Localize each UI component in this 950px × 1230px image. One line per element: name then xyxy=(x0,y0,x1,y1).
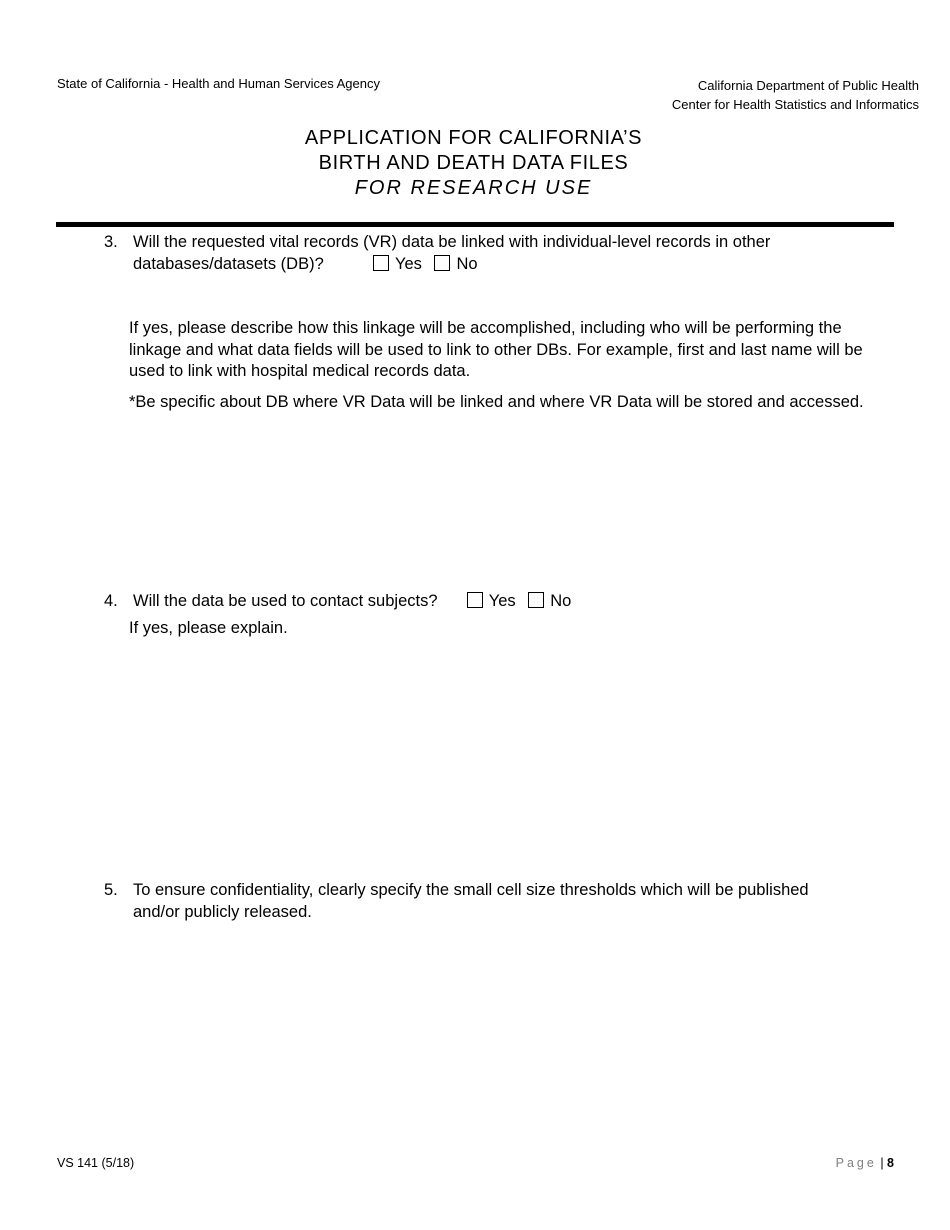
question-3 xyxy=(104,232,884,275)
form-id: VS 141 (5/18) xyxy=(57,1156,135,1170)
question-text-line-1: Will the requested vital records (VR) data be linked with individual-level records in other xyxy=(133,233,771,251)
agency-name: State of California - Health and Human Services Agency xyxy=(57,76,381,91)
question-text: Will the data be used to contact subjects? xyxy=(133,592,438,610)
page-number: 8 xyxy=(887,1156,894,1170)
q4-yes-label: Yes xyxy=(488,592,516,610)
q3-yes-label: Yes xyxy=(394,254,422,273)
question-4 xyxy=(104,591,884,613)
header-divider xyxy=(56,222,894,227)
page-word: Page xyxy=(835,1156,877,1170)
question-text-line-2-row xyxy=(133,254,884,276)
q4-yes-checkbox[interactable] xyxy=(467,592,483,608)
q3-explain-paragraph-2: *Be specific about DB where VR Data will be linked and where VR Data will be stored and accessed. xyxy=(129,393,864,411)
question-number: 4. xyxy=(104,592,118,610)
title-line-2: BIRTH AND DEATH DATA FILES xyxy=(318,152,629,174)
department-block xyxy=(672,76,919,114)
question-text: To ensure confidentiality, clearly specify the small cell size thresholds which will be published and/or publicly released. xyxy=(133,881,809,921)
q3-no-checkbox[interactable] xyxy=(434,255,450,271)
title-line-1: APPLICATION FOR CALIFORNIA’S xyxy=(304,127,643,149)
question-number: 5. xyxy=(104,881,118,899)
department-name: California Department of Public Health xyxy=(697,78,919,93)
q3-no-label: No xyxy=(456,254,478,273)
question-5 xyxy=(104,880,884,923)
q4-no-checkbox[interactable] xyxy=(528,592,544,608)
q4-no-label: No xyxy=(550,592,572,610)
page-indicator xyxy=(836,1156,894,1170)
q3-explain-paragraph-1: If yes, please describe how this linkage will be accomplished, including who will be performing the linkage and what data fields will be used to link to other DBs. For example, first and last name will be used to link with hospital medical records data. xyxy=(129,319,863,380)
question-number: 3. xyxy=(104,233,118,251)
center-name: Center for Health Statistics and Informatics xyxy=(671,97,919,112)
question-text-line-2: databases/datasets (DB)? xyxy=(133,254,324,273)
q3-yes-checkbox[interactable] xyxy=(373,255,389,271)
page-separator: | xyxy=(880,1156,884,1170)
title-line-3: FOR RESEARCH USE xyxy=(354,177,593,199)
form-title xyxy=(0,126,947,201)
q4-explain: If yes, please explain. xyxy=(129,619,288,637)
